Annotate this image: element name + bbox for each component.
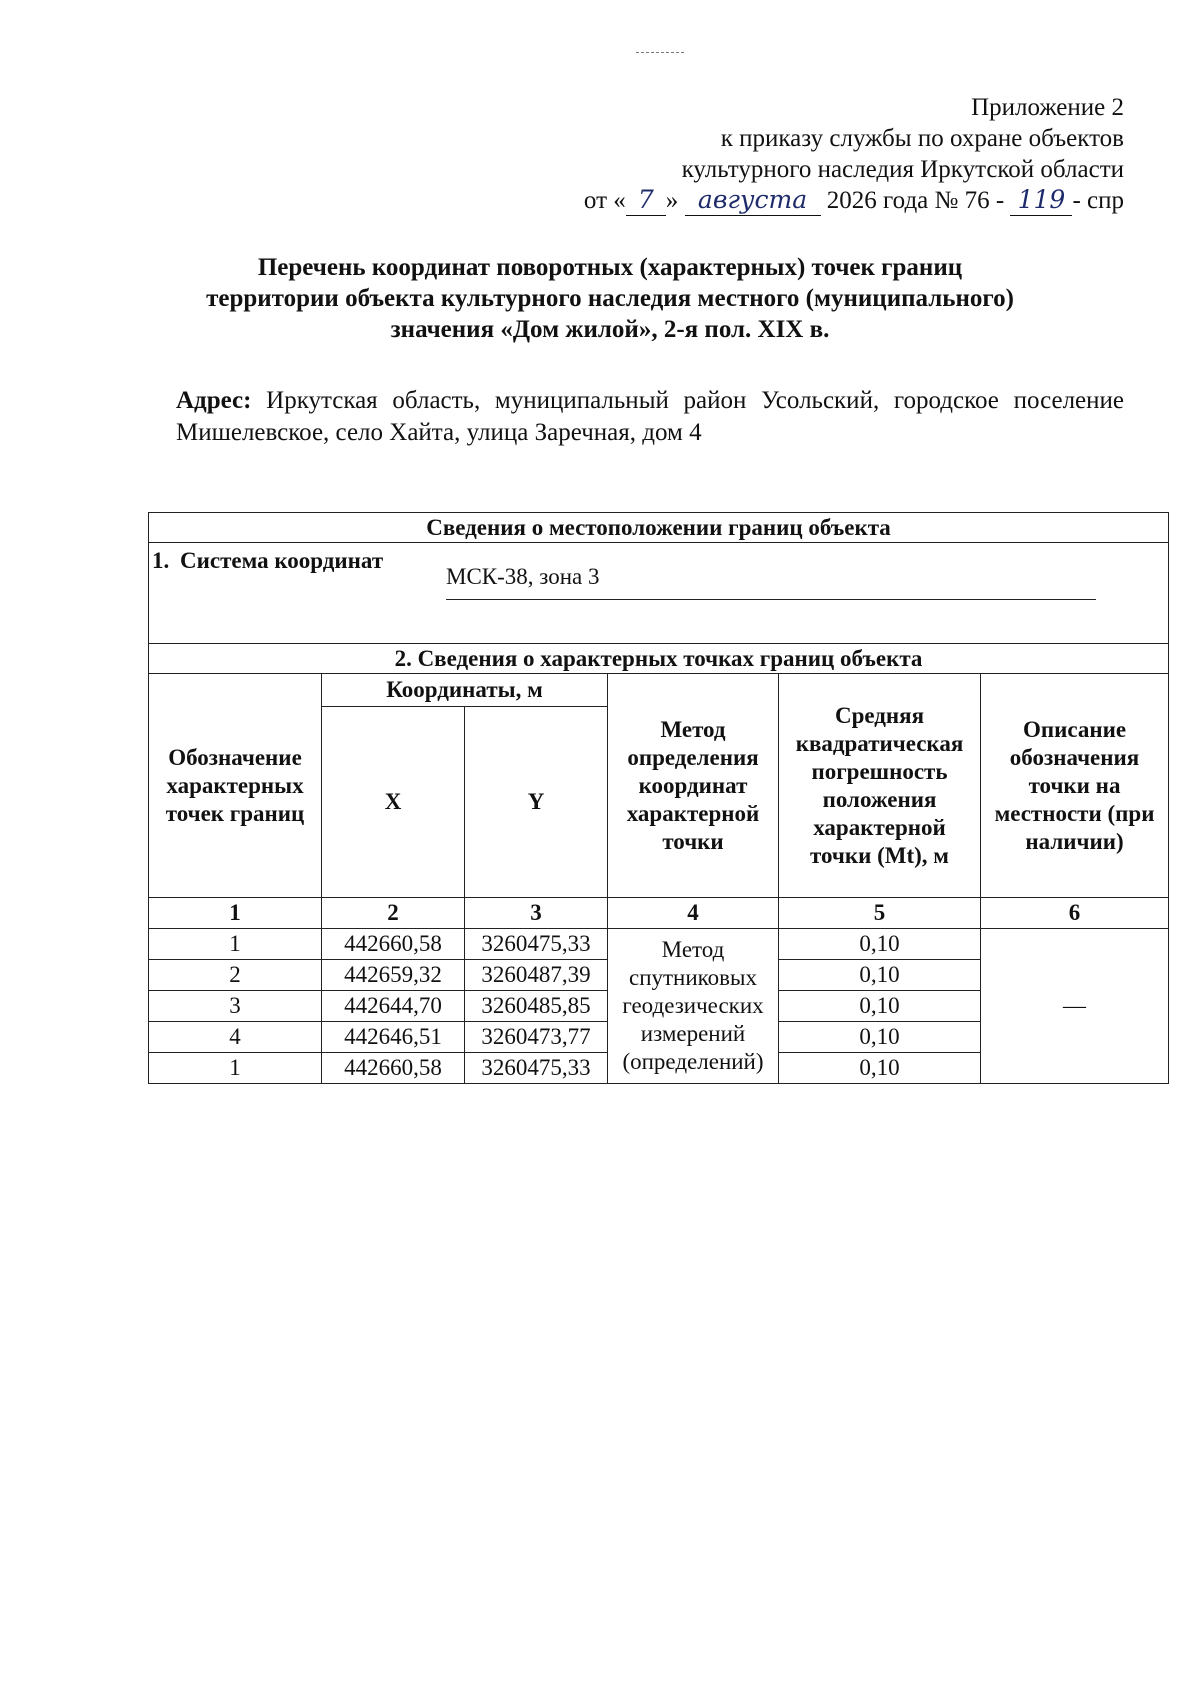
scan-mark (636, 52, 684, 53)
section1-title: Сведения о местоположении границ объекта (149, 513, 1169, 543)
coord-y: 3260485,85 (465, 991, 608, 1022)
coord-x: 442644,70 (322, 991, 465, 1022)
date-day-handwritten: 7 (626, 187, 666, 216)
column-number: 1 (149, 898, 322, 929)
title-line-1: Перечень координат поворотных (характерных) точек границ (257, 254, 963, 281)
annex-line-2: к приказу службы по охране объектов (720, 125, 1124, 152)
point-id: 3 (149, 991, 322, 1022)
header-coordinates: Координаты, м (322, 674, 608, 707)
mt-value: 0,10 (779, 929, 981, 960)
annex-line-3: культурного наследия Иркутской области (681, 156, 1124, 183)
table-row (149, 929, 1169, 960)
order-number-handwritten: 119 (1010, 187, 1072, 216)
point-id: 2 (149, 960, 322, 991)
column-number: 2 (322, 898, 465, 929)
coordinate-system-number: 1. (152, 548, 170, 573)
header-designation: Обозначение характерных точек границ (149, 674, 322, 898)
header-error: Средняя квадратическая погрешность положения характерной точки (Mt), м (779, 674, 981, 898)
address-label: Адрес: (176, 387, 252, 414)
coord-x: 442660,58 (322, 929, 465, 960)
date-month-handwritten: августа (685, 187, 821, 216)
column-number: 3 (465, 898, 608, 929)
date-year: 2026 года № 76 - (826, 187, 1005, 214)
coord-y: 3260475,33 (465, 929, 608, 960)
title-line-2: территории объекта культурного наследия местного (муниципального) (206, 285, 1014, 312)
coord-y: 3260475,33 (465, 1053, 608, 1084)
document-title (120, 252, 1100, 345)
header-y: Y (465, 707, 608, 898)
column-number: 6 (981, 898, 1169, 929)
annex-line-1: Приложение 2 (971, 94, 1124, 121)
coordinate-system-label: Система координат (180, 548, 384, 573)
boundary-table (148, 512, 1169, 1084)
column-number: 4 (608, 898, 779, 929)
header-x: X (322, 707, 465, 898)
description-cell: — (981, 929, 1169, 1084)
address-block (176, 385, 1124, 449)
coord-y: 3260473,77 (465, 1022, 608, 1053)
coord-x: 442646,51 (322, 1022, 465, 1053)
mt-value: 0,10 (779, 1053, 981, 1084)
mt-value: 0,10 (779, 1022, 981, 1053)
date-mid: » (665, 187, 679, 214)
section2-title: 2. Сведения о характерных точках границ объекта (149, 644, 1169, 674)
coordinate-system-value: МСК-38, зона 3 (446, 563, 1096, 600)
column-number: 5 (779, 898, 981, 929)
point-id: 4 (149, 1022, 322, 1053)
address-text: Иркутская область, муниципальный район Усольский, городское поселение Мишелевское, село Хайта, улица Заречная, дом 4 (176, 387, 1125, 446)
mt-value: 0,10 (779, 960, 981, 991)
point-id: 1 (149, 929, 322, 960)
coord-x: 442659,32 (322, 960, 465, 991)
point-id: 1 (149, 1053, 322, 1084)
coordinate-system-cell (149, 543, 1169, 644)
order-suffix: - спр (1072, 187, 1124, 214)
header-description: Описание обозначения точки на местности (при наличии) (981, 674, 1169, 898)
date-prefix: от « (583, 187, 626, 214)
annex-date-line (584, 185, 1124, 216)
mt-value: 0,10 (779, 991, 981, 1022)
coord-y: 3260487,39 (465, 960, 608, 991)
annex-header (584, 92, 1124, 216)
method-cell: Метод спутниковых геодезических измерений (определений) (608, 929, 779, 1084)
title-line-3: значения «Дом жилой», 2-я пол. XIX в. (390, 316, 830, 343)
coord-x: 442660,58 (322, 1053, 465, 1084)
header-method: Метод определения координат характерной точки (608, 674, 779, 898)
